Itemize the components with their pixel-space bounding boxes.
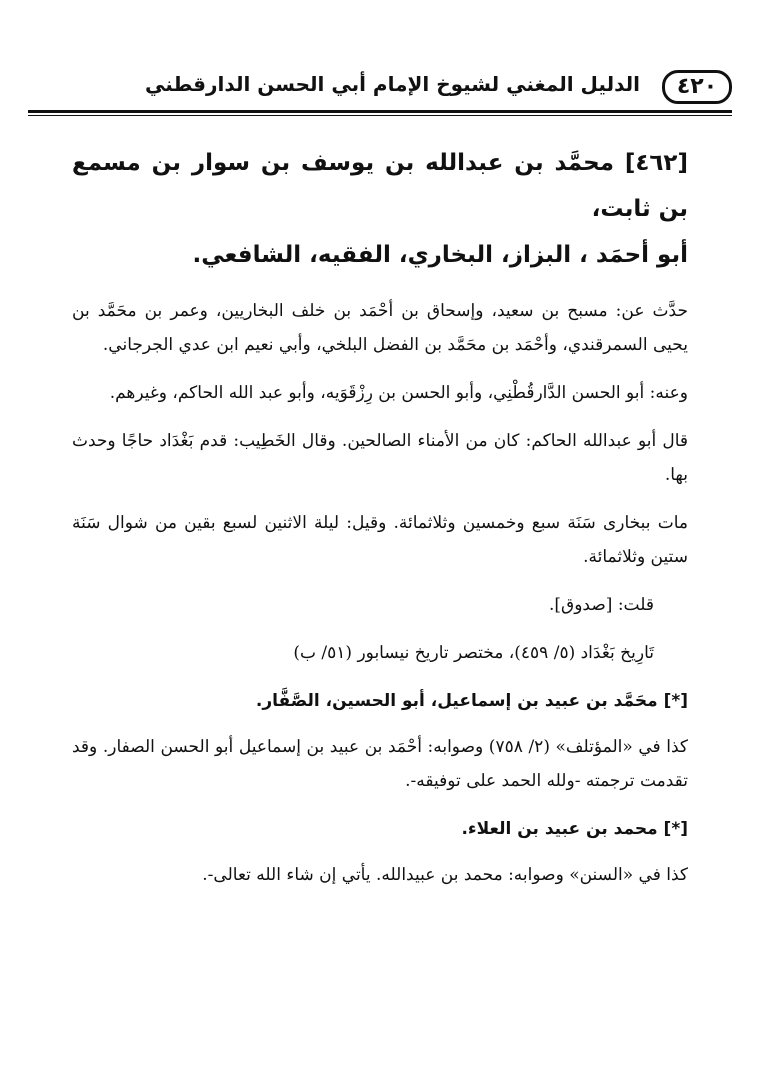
death-paragraph: مات ببخارى سَنَة سبع وخمسين وثلاثمائة. وقيل: ليلة الاثنين لسبع بقين من شوال سَنَة ستين وثلاثمائة. <box>72 513 688 567</box>
sources: تَارِيخ بَغْدَاد (٥/ ٤٥٩)، مختصر تاريخ نيسابور (٥١/ ب) <box>293 643 654 663</box>
teachers-paragraph: حدَّث عن: مسبح بن سعيد، وإسحاق بن أحْمَد بن خلف البخاريين، وعمر بن محَمَّد بن يحيى السمرقندي، وأحْمَد بن محَمَّد بن الفضل البلخي، وأبي نعيم ابن عدي الجرجاني. <box>72 301 688 355</box>
entry-title <box>72 140 688 278</box>
running-header <box>28 62 732 110</box>
entry-title-line-1: [٤٦٢] محمَّد بن عبدالله بن يوسف بن سوار بن مسمع بن ثابت، <box>72 150 688 222</box>
verdict: قلت: [صدوق]. <box>548 595 654 615</box>
page-body <box>72 140 688 906</box>
page-number: ٤٢٠ <box>662 70 732 104</box>
running-title: الدليل المغني لشيوخ الإمام أبي الحسن الدارقطني <box>145 72 640 96</box>
entry-title-line-2: أبو أحمَد ، البزاز، البخاري، الفقيه، الشافعي. <box>192 242 688 268</box>
students-paragraph: وعنه: أبو الحسن الدَّارقُطْنِي، وأبو الحسن بن رِزْقَوَيه، وأبو عبد الله الحاكم، وغيرهم. <box>109 383 688 403</box>
note-2-heading: [*] محمد بن عبيد بن العلاء. <box>461 819 688 839</box>
header-rule <box>28 110 732 113</box>
praise-paragraph: قال أبو عبدالله الحاكم: كان من الأمناء الصالحين. وقال الخَطِيب: قدم بَغْدَاد حاجًا وحدث بها. <box>72 431 688 485</box>
note-2-text: كذا في «السنن» وصوابه: محمد بن عبيدالله. يأتي إن شاء الله تعالى-. <box>202 865 688 885</box>
note-1-text: كذا في «المؤتلف» (٢/ ٧٥٨) وصوابه: أحْمَد بن عبيد بن إسماعيل أبو الحسن الصفار. وقد تقدمت ترجمته -ولله الحمد على توفيقه-. <box>72 737 688 791</box>
header-rule-thin <box>28 115 732 116</box>
note-1-heading: [*] محَمَّد بن عبيد بن إسماعيل، أبو الحسين، الصَّفَّار. <box>255 691 688 711</box>
